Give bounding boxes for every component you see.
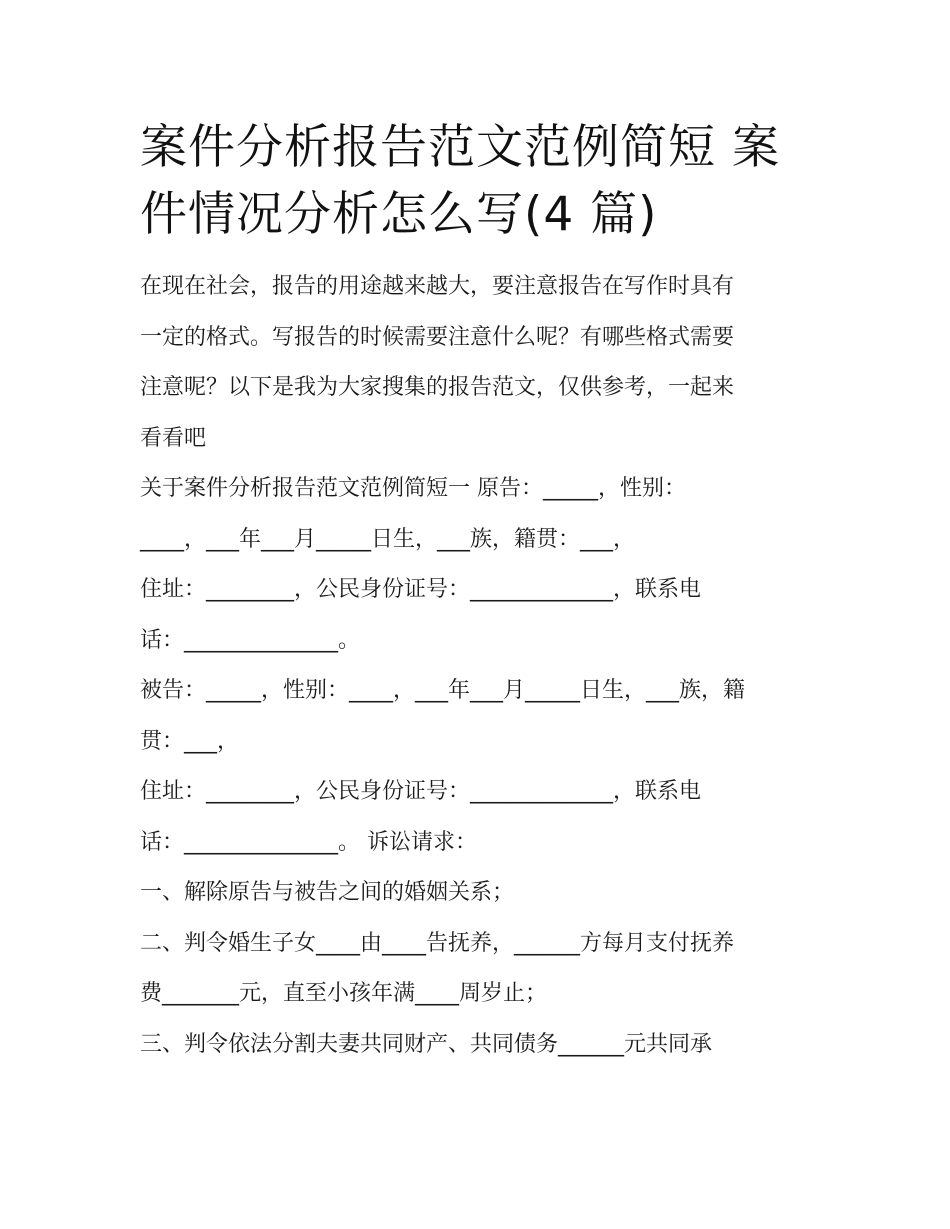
defendant-line: 话：______________。 诉讼请求： — [140, 829, 477, 855]
defendant-paragraph — [140, 666, 815, 868]
plaintiff-line: 住址：________，公民身份证号：_____________，联系电 — [140, 577, 702, 602]
title-line-2: 件情况分析怎么写(4 篇) — [140, 187, 658, 242]
defendant-line: 住址：________，公民身份证号：_____________，联系电 — [140, 779, 702, 804]
intro-line: 在现在社会，报告的用途越来越大，要注意报告在写作时具有 — [140, 274, 735, 299]
plaintiff-line: ____，___年___月_____日生，___族，籍贯：___， — [140, 526, 636, 552]
claim-item-1: 一、解除原告与被告之间的婚姻关系； — [140, 880, 515, 905]
document-page — [140, 114, 815, 1070]
claim-item-2-line: 二、判令婚生子女____由____告抚养，______方每月支付抚养 — [140, 930, 735, 956]
plaintiff-paragraph — [140, 464, 815, 666]
title-line-1: 案件分析报告范文范例简短 案 — [140, 120, 780, 175]
intro-line: 一定的格式。写报告的时候需要注意什么呢？有哪些格式需要 — [140, 324, 735, 350]
plaintiff-line: 话：______________。 — [140, 627, 361, 653]
intro-line: 注意呢？以下是我为大家搜集的报告范文，仅供参考，一起来 — [140, 375, 735, 400]
claim-item-3-line: 三、判令依法分割夫妻共同财产、共同债务______元共同承 — [140, 1031, 713, 1057]
defendant-line: 贯：___， — [140, 728, 240, 754]
document-title — [140, 114, 815, 248]
intro-line: 看看吧 — [140, 425, 207, 451]
intro-paragraph — [140, 262, 815, 464]
claims-list — [140, 868, 815, 1070]
defendant-line: 被告：_____，性别：____，___年___月_____日生，___族，籍 — [140, 678, 746, 703]
claim-item-2-line: 费_______元，直至小孩年满____周岁止； — [140, 981, 548, 1006]
plaintiff-line: 关于案件分析报告范文范例简短一 原告：_____，性别： — [140, 476, 686, 501]
document-body — [140, 262, 815, 1070]
